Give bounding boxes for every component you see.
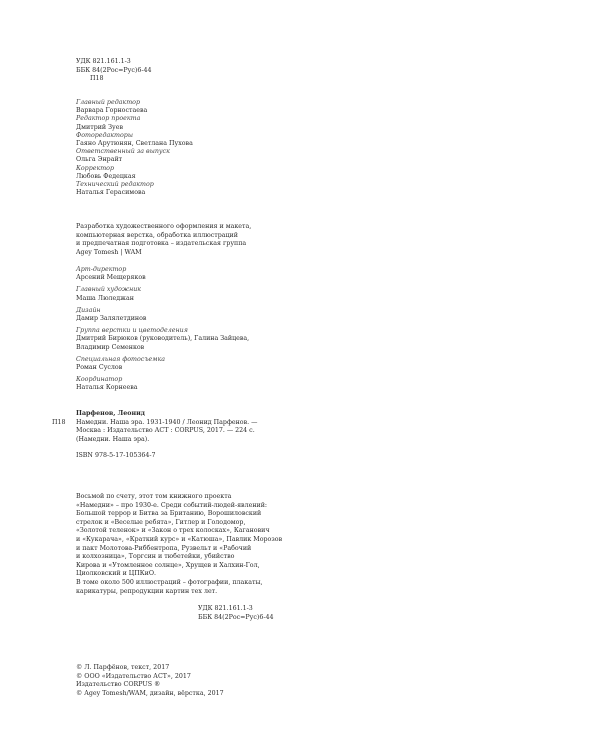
credit-name: Наталья Корнеева: [76, 384, 138, 392]
credits-design-team: [76, 266, 249, 392]
bib-code: П18: [52, 419, 66, 426]
design-line: Agey Tomesh | WAM: [76, 248, 142, 256]
design-credit-block: [76, 223, 251, 257]
credit-name: Роман Суслов: [76, 363, 123, 371]
credit-role: Ответственный за выпуск: [76, 148, 170, 156]
copyright-line: © Agey Tomesh/WAM, дизайн, вёрстка, 2017: [76, 689, 224, 697]
credits-editorial: [76, 99, 193, 197]
credit-role: Группа верстки и цветоделения: [76, 327, 188, 335]
abstract-line: Циолковский и ЦПКиО.: [76, 570, 157, 578]
credit-name: Любовь Федецкая: [76, 172, 136, 180]
udk-code: УДК 821.161.1-3: [198, 605, 253, 612]
udk-top-block: [76, 58, 152, 84]
design-line: компьютерная верстка, обработка иллюстраций: [76, 231, 238, 239]
credit-name: Ольга Энрайт: [76, 156, 123, 164]
credit-role: Дизайн: [76, 306, 101, 314]
bib-author: Парфенов, Леонид: [76, 410, 145, 417]
udk-bottom-block: [198, 605, 274, 622]
bbk-code: ББК 84(2Рос=Рус)6-44: [198, 613, 274, 621]
credit-role: Специальная фотосъемка: [76, 355, 165, 363]
abstract-line: Восьмой по счету, этот том книжного проекта: [76, 493, 232, 500]
abstract-line: «Золотой теленок» и «Закон о трех колосках», Каганович: [76, 527, 270, 535]
abstract-line: и «Кукарача», «Краткий курс» и «Катюша», Павлик Морозов: [76, 535, 283, 543]
copyright-line: Издательство CORPUS ®: [76, 681, 161, 689]
credit-role: Арт-директор: [76, 266, 127, 273]
bib-line: Намедни. Наша эра. 1931-1940 / Леонид Парфенов. —: [76, 418, 258, 426]
credit-name: Арсений Мещеряков: [76, 274, 146, 282]
author-mark: П18: [90, 75, 104, 83]
copyright-line: © Л. Парфёнов, текст, 2017: [76, 664, 170, 671]
udk-code: УДК 821.161.1-3: [76, 58, 131, 65]
bib-line: (Намедни. Наша эра).: [76, 435, 150, 443]
abstract-line: Большой террор и Битва за Британию, Ворошиловский: [76, 510, 262, 518]
copyright-line: © ООО «Издательство АСТ», 2017: [76, 672, 191, 680]
abstract-line: Кирова и «Утомленное солнце», Хрущев и Халхин-Гол,: [76, 561, 260, 569]
credit-role: Корректор: [76, 164, 115, 172]
bib-line: Москва : Издательство АСТ : CORPUS, 2017. — 224 с.: [76, 427, 255, 435]
abstract-line: стрелок и «Веселые ребята», Гитлер и Голодомор,: [76, 518, 246, 526]
bbk-code: ББК 84(2Рос=Рус)6-44: [76, 66, 152, 74]
credit-role: Координатор: [76, 376, 123, 384]
bibliographic-record: [76, 410, 257, 461]
credit-name: Маша Люледжан: [76, 294, 134, 302]
design-line: Разработка художественного оформления и макета,: [76, 223, 252, 230]
abstract-line: «Намедни» – про 1930-е. Среди событий-людей-явлений:: [76, 501, 268, 509]
copyright-block: [76, 664, 224, 698]
credit-name: Варвара Горностаева: [76, 107, 148, 115]
credit-name: Наталья Герасимова: [76, 189, 146, 197]
credit-name: Гаяно Арутюнян, Светлана Пухова: [76, 139, 193, 147]
credit-role: Фоторедакторы: [76, 131, 133, 139]
credit-name: Владимир Семенков: [76, 343, 145, 351]
credit-role: Главный редактор: [76, 99, 140, 106]
credit-role: Технический редактор: [76, 180, 154, 188]
abstract-block: [76, 493, 282, 596]
credit-name: Дмитрий Зуев: [76, 123, 124, 131]
abstract-line: и колхозница», Торгсин и тюбетейки, убийство: [76, 553, 235, 561]
design-line: и предпечатная подготовка – издательская группа: [76, 240, 247, 248]
credit-role: Главный художник: [76, 286, 142, 294]
abstract-line: В томе около 500 иллюстраций – фотографии, плакаты,: [76, 578, 263, 586]
credit-name: Дмитрий Бирюков (руководитель), Галина Зайцева,: [76, 335, 250, 343]
abstract-line: и пакт Молотова-Риббентропа, Рузвельт и «Рабочий: [76, 544, 252, 552]
credit-name: Дамир Залялетдинов: [76, 314, 147, 322]
credit-role: Редактор проекта: [76, 115, 141, 123]
isbn: ISBN 978-5-17-105364-7: [76, 452, 156, 460]
abstract-line: карикатуры, репродукции картин тех лет.: [76, 587, 218, 595]
